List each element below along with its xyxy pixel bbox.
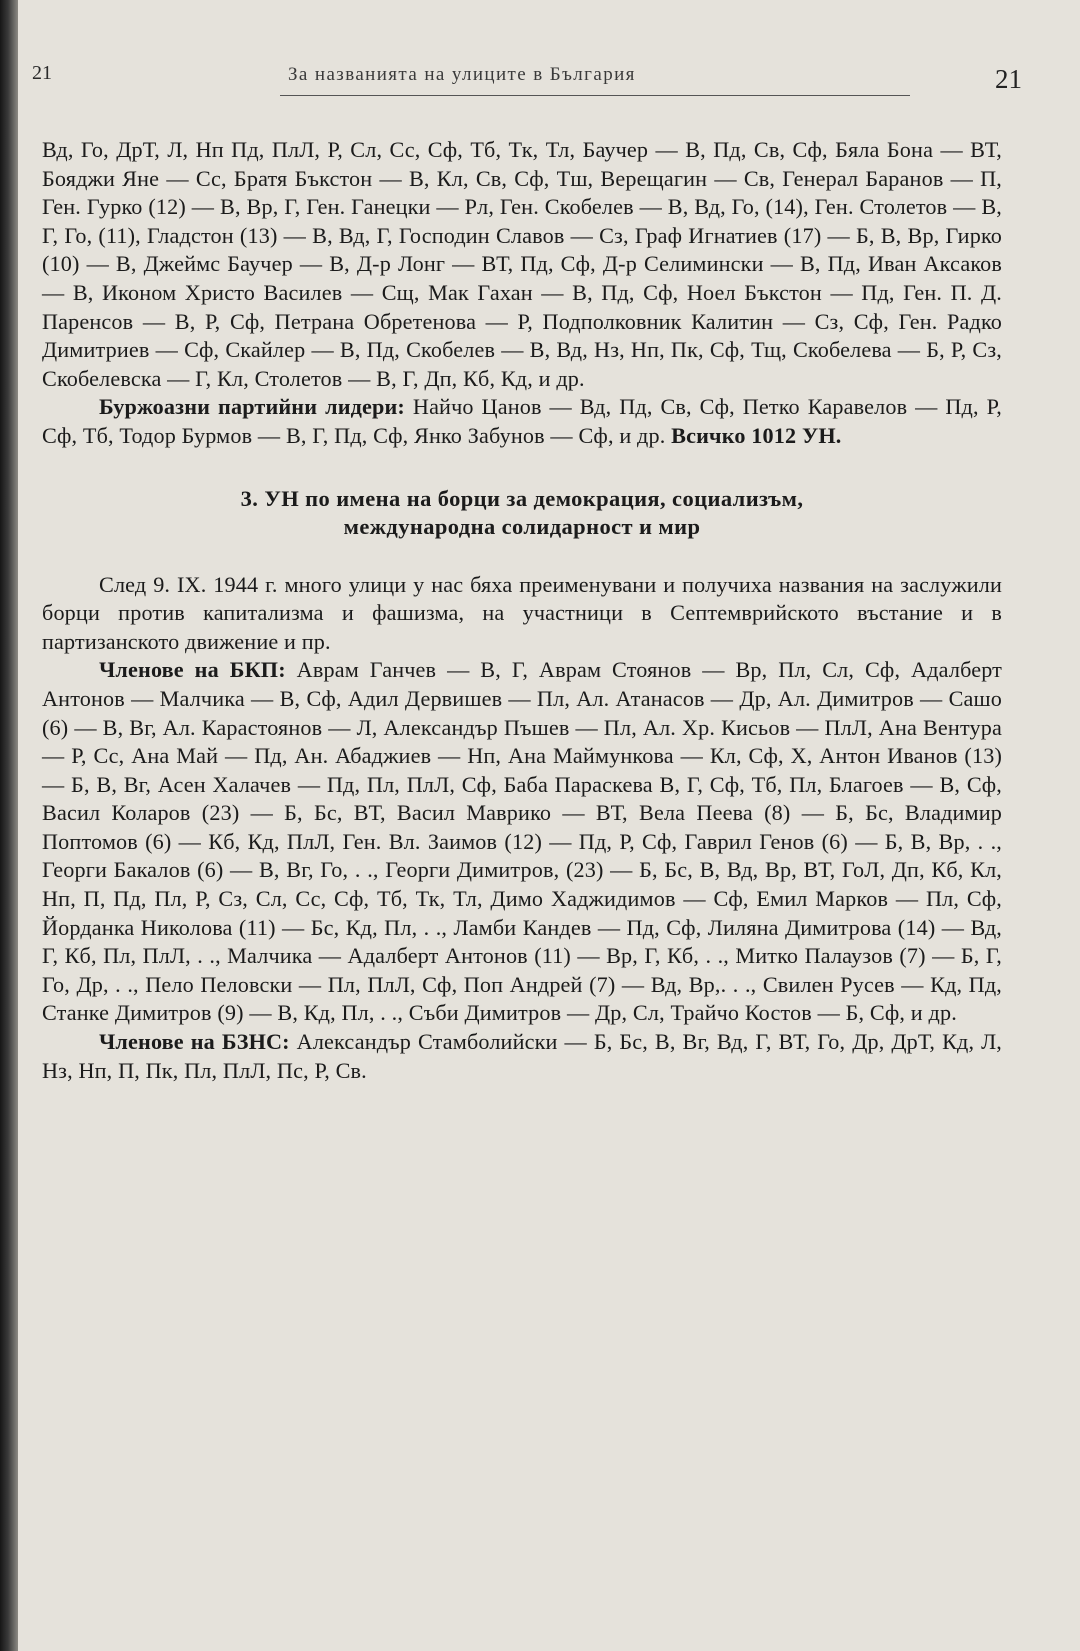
book-page xyxy=(18,0,1080,1651)
section-title-line-1 xyxy=(42,485,1002,513)
section-title-1: УН по имена на борци за демокрация, социализъм, xyxy=(264,485,804,511)
header-rule xyxy=(280,95,910,96)
bkp-text: Аврам Ганчев — В, Г, Аврам Стоянов — Вр, Пл, Сл, Сф, Адалберт Антонов — Малчика — В, Сф, Адил Дервишев — Пл, Ал. Атанасов — Др, Ал. Димитров — Сашо (6) — В, Вг, Ал. Карастоянов — Л, Александър Пъшев — Пл, Ал. Хр. Кисьов — ПлЛ, Ана Вентура — Р, Сс, Ана Май — Пд, Ан. Абаджиев — Нп, Ана Маймункова — Кл, Сф, Х, Антон Иванов (13) — Б, В, Вг, Асен Халачев — Пд, Пл, ПлЛ, Сф, Баба Параскева В, Г, Сф, Тб, Пл, Благоев — В, Сф, Васил Коларов (23) — Б, Бс, ВТ, Васил Маврико — ВТ, Вела Пеева (8) — Б, Бс, Владимир Поптомов (6) — Кб, Кд, ПлЛ, Ген. Вл. Заимов (12) — Пд, Р, Сф, Гаврил Генов (6) — Б, В, Вр, . ., Георги Бакалов (6) — В, Вг, Го, . ., Георги Димитров, (23) — Б, Бс, В, Вд, Вр, ВТ, ГоЛ, Дп, Кб, Кл, Нп, П, Пд, Пл, Р, Сз, Сл, Сс, Сф, Тб, Тк, Тл, Димо Хаджидимов — Сф, Емил Марков — Пл, Сф, Йорданка Николова (11) — Бс, Кд, Пл, . ., Ламби Кандев — Пд, Сф, Лиляна Димитрова (14) — Вд, Г, Кб, Пл, ПлЛ, . ., Малчика — Адалберт Антонов (11) — Вр, Г, Кб, . ., Митко Палаузов (7) — Б, Г, Го, Др, . ., Пело Пеловски — Пл, ПлЛ, Сф, Поп Андрей (7) — Вд, Вр,. . ., Свилен Русев — Кд, Пд, Станке Димитров (9) — В, Кд, Пл, . ., Съби Димитров — Др, Сл, Трайчо Костов — Б, Сф, и др. xyxy=(42,657,1003,1026)
section-number: 3. xyxy=(240,485,259,511)
total-count: Всичко 1012 УН. xyxy=(671,422,842,448)
running-title: За названията на улиците в България xyxy=(288,64,636,85)
paragraph-bourgeois-leaders xyxy=(42,393,1002,450)
book-spine-shadow xyxy=(0,0,18,1651)
page-number: 21 xyxy=(995,64,1022,94)
paragraph-bzns-members xyxy=(42,1028,1002,1085)
section-heading xyxy=(42,485,1002,541)
page-body xyxy=(42,136,1002,1085)
section-title-line-2: международна солидарност и мир xyxy=(343,513,701,539)
bourgeois-label: Буржоазни партийни лидери: xyxy=(99,394,405,420)
page-header xyxy=(58,58,1048,98)
paragraph-bkp-members xyxy=(42,656,1002,1028)
paragraph-intro: След 9. IX. 1944 г. много улици у нас бяха преименувани и получиха названия на заслужили борци против капитализма и фашизма, на участници в Септемврийското въстание и в партизанското движение и пр. xyxy=(42,571,1002,654)
bzns-text: Александър Стамболийски — Б, Бс, В, Вг, Вд, Г, ВТ, Го, Др, ДрТ, Кд, Л, Нз, Нп, П, Пк, Пл, ПлЛ, Пс, Р, Св. xyxy=(42,1029,1003,1083)
paragraph-continued: Вд, Го, ДрТ, Л, Нп Пд, ПлЛ, Р, Сл, Сс, Сф, Тб, Тк, Тл, Баучер — В, Пд, Св, Сф, Бяла Бона — ВТ, Бояджи Яне — Сс, Братя Бъкстон — В, Кл, Св, Сф, Тш, Верещагин — Св, Генерал Баранов — П, Ген. Гурко (12) — В, Вр, Г, Ген. Ганецки — Рл, Ген. Скобелев — В, Вд, Го, (14), Ген. Столетов — В, Г, Го, (11), Гладстон (13) — В, Вд, Г, Господин Славов — Сз, Граф Игнатиев (17) — Б, В, Вр, Гирко (10) — В, Джеймс Баучер — В, Д-р Лонг — ВТ, Пд, Сф, Д-р Селимински — В, Пд, Иван Аксаков — В, Иконом Христо Василев — Сщ, Мак Гахан — В, Пд, Сф, Ноел Бъкстон — Пд, Ген. П. Д. Паренсов — В, Р, Сф, Петрана Обретенова — Р, Подполковник Калитин — Сз, Сф, Ген. Радко Димитриев — Сф, Скайлер — В, Пд, Скобелев — В, Вд, Нз, Нп, Пк, Сф, Тщ, Скобелева — Б, Р, Сз, Скобелевска — Г, Кл, Столетов — В, Г, Дп, Кб, Кд, и др. xyxy=(42,137,1002,391)
bkp-label: Членове на БКП: xyxy=(99,657,286,683)
bzns-label: Членове на БЗНС: xyxy=(99,1029,290,1055)
corner-page-number: 21 xyxy=(32,62,52,84)
bourgeois-text: Найчо Цанов — Вд, Пд, Св, Сф, Петко Каравелов — Пд, Р, Сф, Тб, Тодор Бурмов — В, Г, Пд, Сф, Янко Забунов — Сф, и др. xyxy=(42,394,1002,448)
